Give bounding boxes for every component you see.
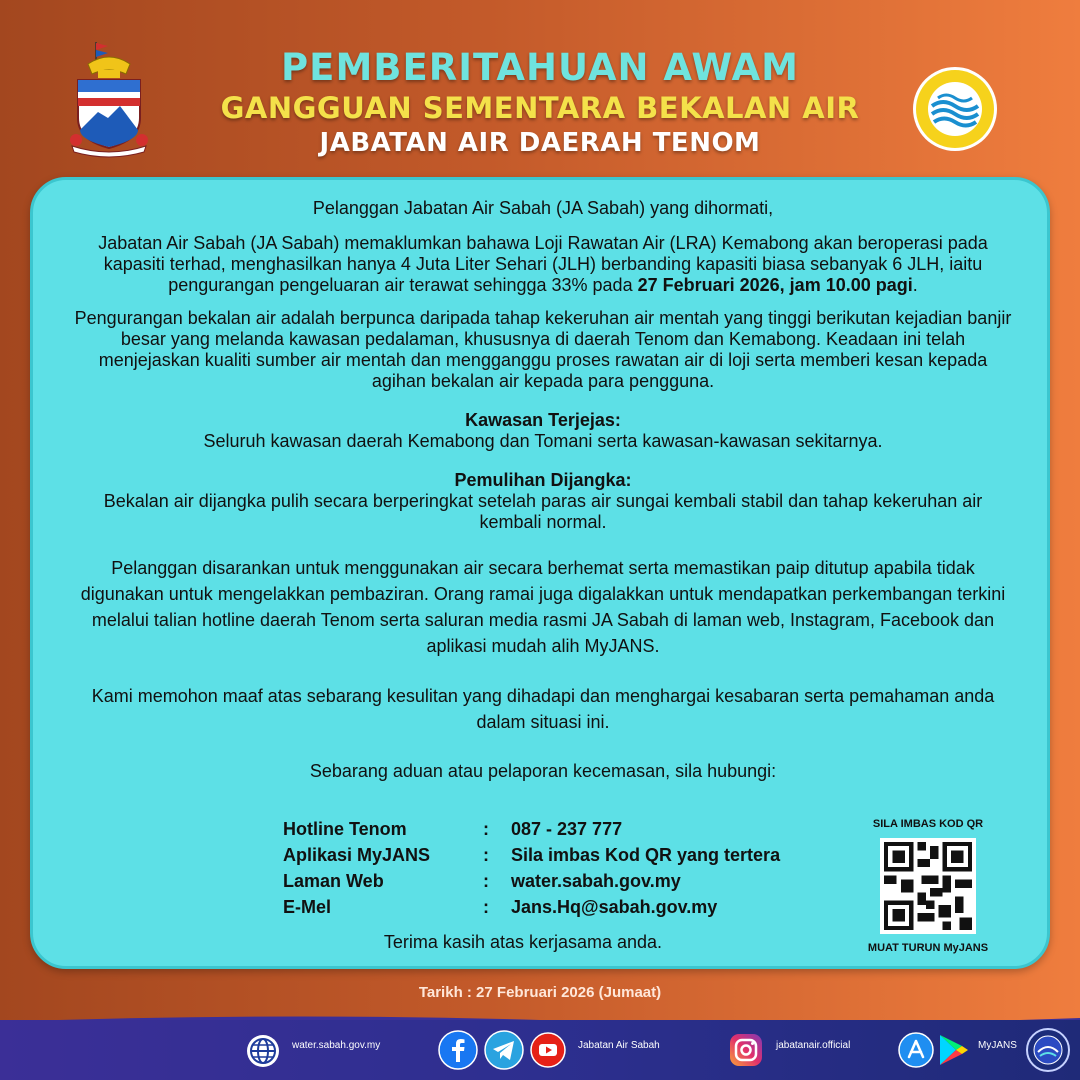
capacity-text: Jabatan Air Sabah (JA Sabah) memaklumkan bahawa Loji Rawatan Air (LRA) Kemabong akan beroperasi pada kapasiti terhad, menghasilkan hanya 4 Juta Liter Sehari (JLH) berbanding kapasiti biasa sebanyak 6 JLH, iaitu pengurangan pengeluaran air terawat sehingga 33% pada [98, 233, 988, 295]
jabatan-air-logo-icon [912, 66, 998, 152]
contact-label: Aplikasi MyJANS [283, 844, 431, 865]
paragraph-cause: Pengurangan bekalan air adalah berpunca daripada tahap kekeruhan air mentah yang tinggi berikutan kejadian banjir besar yang melanda kawasan pedalaman, khususnya di daerah Tenom dan Kemabong. Keadaan ini telah menjejaskan kualiti sumber air mentah dan mengganggu proses rawatan air di loji serta memberi kesan kepada agihan bekalan air kepada para pengguna. [74, 308, 1012, 391]
capacity-date: 27 Februari 2026, jam 10.00 pagi [637, 275, 913, 295]
contact-row-web: Laman Web : water.sabah.gov.my [283, 868, 843, 894]
contact-value: 087 - 237 777 [511, 818, 623, 839]
globe-icon[interactable] [246, 1034, 280, 1068]
thanks-text: Terima kasih atas kerjasama anda. [383, 932, 663, 952]
department-title: JABATAN AIR DAERAH TENOM [319, 128, 761, 158]
telegram-icon[interactable] [484, 1030, 524, 1070]
jans-emblem-icon [1026, 1028, 1070, 1072]
qr-bottom-label: MUAT TURUN MyJANS [867, 942, 989, 954]
notice-card [30, 177, 1050, 969]
sabah-crest-icon [68, 40, 150, 158]
google-play-icon[interactable] [936, 1032, 970, 1068]
recovery-text: Bekalan air dijangka pulih secara berperingkat setelah paras air sungai kembali stabil dan tahap kekeruhan air kembali normal. [103, 491, 983, 532]
contact-intro: Sebarang aduan atau pelaporan kecemasan, sila hubungi: [309, 761, 777, 781]
notice-subject-title: GANGGUAN SEMENTARA BEKALAN AIR [220, 91, 860, 125]
title-block [200, 46, 880, 160]
instagram-icon[interactable] [728, 1032, 764, 1068]
notice-date: Tarikh : 27 Februari 2026 (Jumaat) [418, 984, 662, 1001]
footer-instagram-handle[interactable]: jabatanair.official [776, 1040, 851, 1051]
footer-app-name: MyJANS [978, 1040, 1017, 1051]
affected-heading: Kawasan Terjejas: [465, 410, 621, 430]
contact-row-hotline: Hotline Tenom : 087 - 237 777 [283, 816, 843, 842]
recovery-heading: Pemulihan Dijangka: [454, 470, 632, 490]
footer-bar [0, 1020, 1080, 1080]
capacity-end: . [912, 275, 918, 295]
youtube-icon[interactable] [530, 1032, 566, 1068]
paragraph-capacity [73, 233, 1013, 296]
contact-list [283, 816, 843, 920]
greeting: Pelanggan Jabatan Air Sabah (JA Sabah) yang dihormati, [312, 198, 774, 218]
contact-label: E-Mel [283, 896, 332, 917]
contact-value: Jans.Hq@sabah.gov.my [511, 896, 718, 917]
app-store-icon[interactable] [898, 1032, 934, 1068]
footer-social-name: Jabatan Air Sabah [578, 1040, 660, 1051]
apology-text: Kami memohon maaf atas sebarang kesulitan yang dihadapi dan menghargai kesabaran serta pemahaman anda dalam situasi ini. [91, 686, 995, 732]
header [0, 0, 1080, 175]
contact-label: Hotline Tenom [283, 818, 407, 839]
contact-value: water.sabah.gov.my [511, 870, 681, 891]
affected-text: Seluruh kawasan daerah Kemabong dan Tomani serta kawasan-kawasan sekitarnya. [203, 431, 883, 451]
contact-value: Sila imbas Kod QR yang tertera [511, 844, 781, 865]
qr-section [853, 818, 1003, 954]
notice-type-title: PEMBERITAHUAN AWAM [281, 46, 799, 89]
qr-top-label: SILA IMBAS KOD QR [872, 818, 984, 830]
contact-label: Laman Web [283, 870, 384, 891]
contact-row-app: Aplikasi MyJANS : Sila imbas Kod QR yang tertera [283, 842, 843, 868]
footer-website-link[interactable]: water.sabah.gov.my [292, 1040, 381, 1051]
notice-body [73, 198, 1013, 782]
contact-row-email: E-Mel : Jans.Hq@sabah.gov.my [283, 894, 843, 920]
facebook-icon[interactable] [438, 1030, 478, 1070]
advice-text: Pelanggan disarankan untuk menggunakan air secara berhemat serta memastikan paip ditutup apabila tidak digunakan untuk mengelakkan pembaziran. Orang ramai juga digalakkan untuk mendapatkan perkembangan terkini melalui talian hotline daerah Tenom serta saluran media rasmi JA Sabah di laman web, Instagram, Facebook dan aplikasi mudah alih MyJANS. [80, 558, 1006, 656]
qr-code-icon[interactable] [880, 838, 976, 934]
